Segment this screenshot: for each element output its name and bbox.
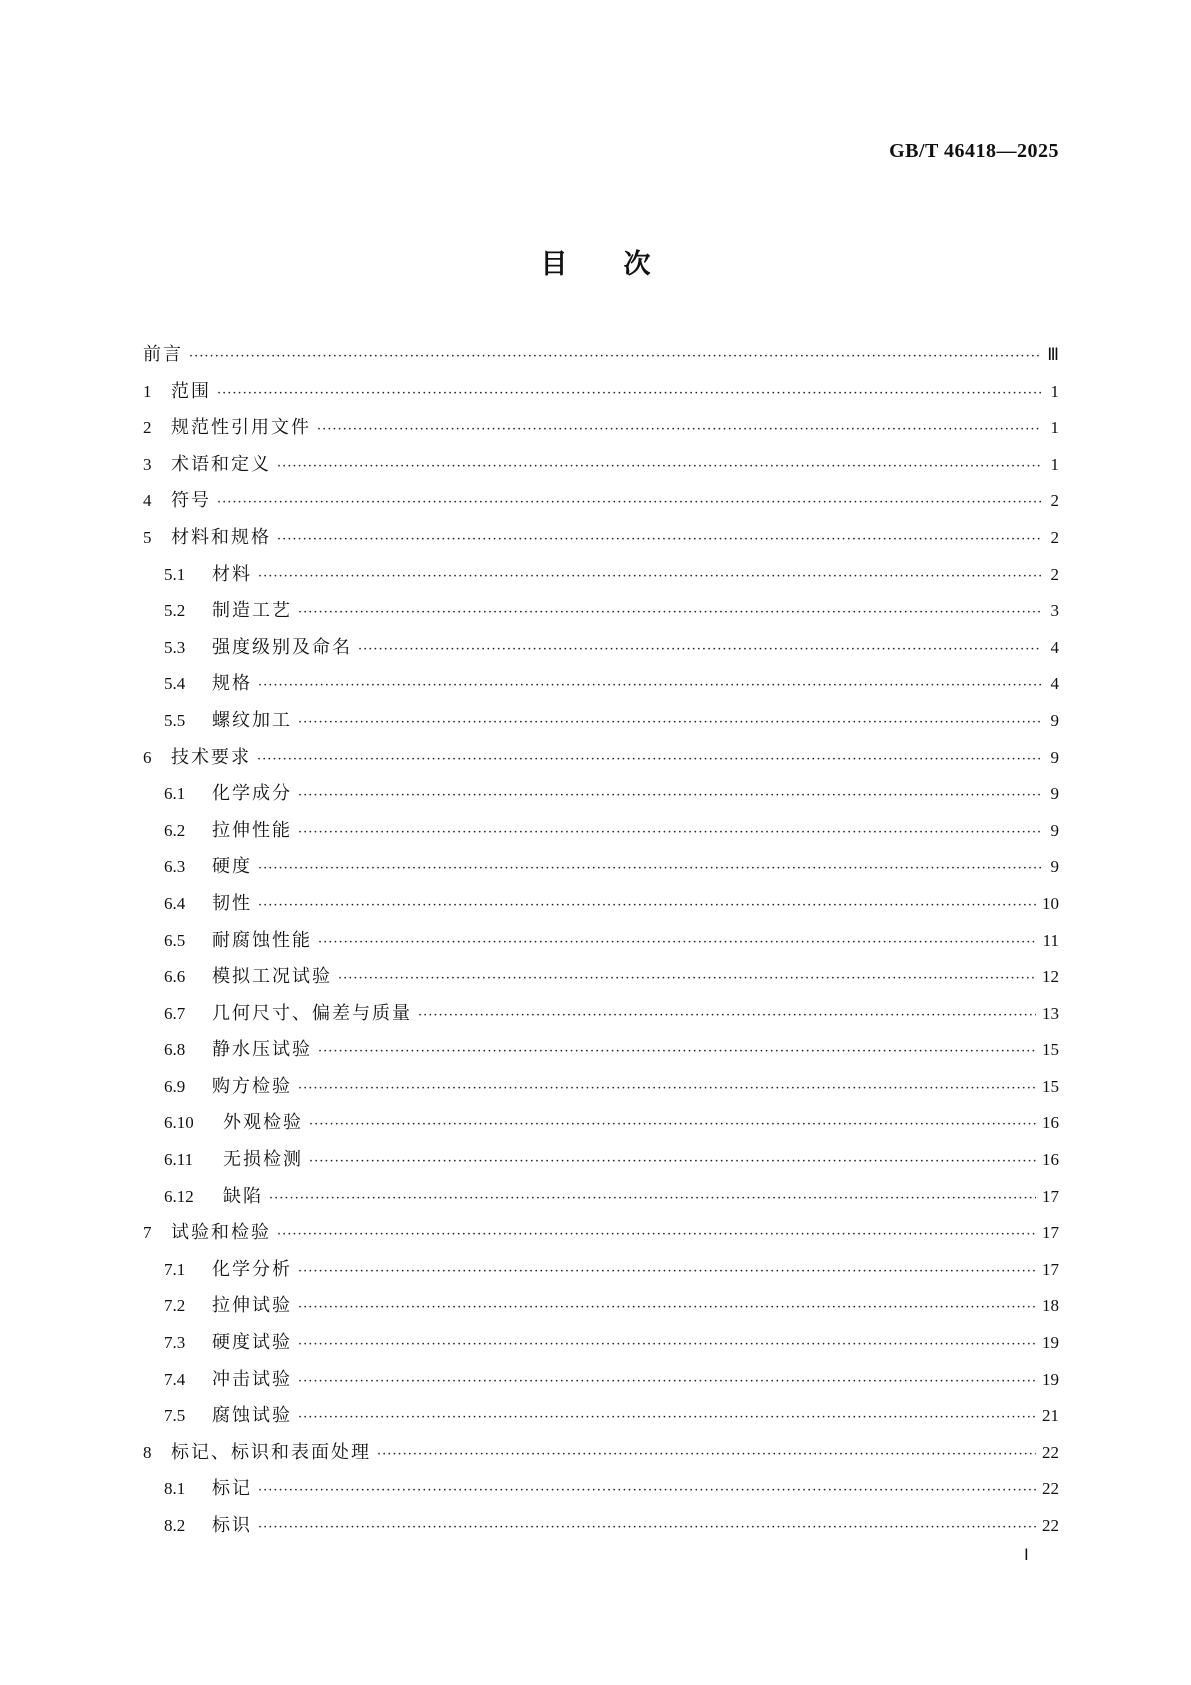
- toc-entry-label: 模拟工况试验: [212, 966, 332, 988]
- toc-entry-number: 7.4: [164, 1369, 186, 1389]
- toc-leader-dots: [298, 1264, 1036, 1279]
- toc-entry-label: 化学成分: [212, 783, 292, 805]
- toc-leader-dots: [298, 605, 1041, 620]
- toc-entry-page: 17: [1042, 1223, 1059, 1243]
- toc-entry[interactable]: [143, 633, 1059, 670]
- toc-entry-label: 技术要求: [171, 746, 251, 768]
- toc-entry-number: 5: [143, 527, 152, 547]
- toc-leader-dots: [258, 678, 1041, 693]
- toc-entry-number: 7.3: [164, 1333, 186, 1353]
- page-folio: Ⅰ: [1024, 1547, 1029, 1564]
- toc-entry-label: 材料: [212, 563, 252, 585]
- toc-leader-dots: [309, 1154, 1036, 1169]
- toc-leader-dots: [298, 715, 1041, 730]
- toc-entry-label: 强度级别及命名: [212, 636, 352, 658]
- toc-entry-label: 螺纹加工: [212, 709, 292, 731]
- toc-entry[interactable]: [143, 1328, 1059, 1365]
- toc-entry-label: 无损检测: [223, 1149, 303, 1171]
- toc-leader-dots: [309, 1117, 1036, 1132]
- toc-leader-dots: [298, 1374, 1036, 1389]
- toc-entry[interactable]: [143, 1255, 1059, 1292]
- toc-leader-dots: [258, 898, 1036, 913]
- toc-entry-number: 5.1: [164, 564, 186, 584]
- toc-entry[interactable]: [143, 450, 1059, 487]
- toc-entry-label: 耐腐蚀性能: [212, 929, 312, 951]
- toc-entry[interactable]: [143, 560, 1059, 597]
- toc-entry-number: 1: [143, 381, 152, 401]
- toc-leader-dots: [189, 349, 1041, 364]
- toc-entry-page: 2: [1050, 491, 1059, 511]
- toc-leader-dots: [257, 752, 1041, 767]
- toc-leader-dots: [269, 1191, 1036, 1206]
- toc-entry-label: 冲击试验: [212, 1368, 292, 1390]
- toc-leader-dots: [298, 1410, 1036, 1425]
- toc-entry-label: 标记、标识和表面处理: [171, 1441, 371, 1463]
- toc-entry[interactable]: [143, 852, 1059, 889]
- toc-entry-label: 拉伸试验: [212, 1295, 292, 1317]
- toc-entry[interactable]: [143, 1182, 1059, 1219]
- toc-entry-page: 4: [1050, 674, 1059, 694]
- toc-leader-dots: [258, 861, 1041, 876]
- toc-entry-page: 15: [1042, 1040, 1059, 1060]
- toc-entry-page: 21: [1042, 1406, 1059, 1426]
- toc-entry-label: 拉伸性能: [212, 819, 292, 841]
- toc-entry-page: 9: [1050, 710, 1059, 730]
- toc-leader-dots: [418, 1008, 1036, 1023]
- toc-entry-number: 7: [143, 1223, 152, 1243]
- toc-leader-dots: [217, 386, 1041, 401]
- toc-entry-label: 范围: [171, 380, 211, 402]
- toc-entry-page: 1: [1050, 418, 1059, 438]
- toc-entry-page: 1: [1050, 381, 1059, 401]
- toc-leader-dots: [258, 1520, 1036, 1535]
- toc-entry-number: 5.3: [164, 637, 186, 657]
- toc-entry-number: 6.9: [164, 1076, 186, 1096]
- toc-entry-page: 13: [1042, 1003, 1059, 1023]
- toc-entry-page: 18: [1042, 1296, 1059, 1316]
- toc-entry-number: 7.1: [164, 1259, 186, 1279]
- toc-entry[interactable]: [143, 1218, 1059, 1255]
- toc-entry-page: 9: [1050, 784, 1059, 804]
- toc-entry-label: 标识: [212, 1515, 252, 1536]
- toc-leader-dots: [298, 1081, 1036, 1096]
- toc-entry[interactable]: [143, 340, 1059, 377]
- toc-leader-dots: [358, 642, 1041, 657]
- toc-entry-page: 11: [1042, 930, 1059, 950]
- toc-entry-page: 1: [1050, 454, 1059, 474]
- toc-leader-dots: [277, 532, 1041, 547]
- toc-entry-page: 16: [1042, 1150, 1059, 1170]
- toc-entry-page: 17: [1042, 1259, 1059, 1279]
- toc-entry-label: 静水压试验: [212, 1039, 312, 1061]
- toc-entry-label: 标记: [212, 1478, 252, 1500]
- toc-entry[interactable]: [143, 926, 1059, 963]
- toc-entry[interactable]: [143, 962, 1059, 999]
- toc-entry-number: 5.5: [164, 710, 186, 730]
- toc-entry-number: 6.6: [164, 967, 186, 987]
- toc-entry-label: 腐蚀试验: [212, 1405, 292, 1427]
- toc-entry-page: 22: [1042, 1516, 1059, 1535]
- toc-entry[interactable]: [143, 999, 1059, 1036]
- toc-entry-number: 6.4: [164, 893, 186, 913]
- toc-entry[interactable]: [143, 706, 1059, 743]
- toc-entry[interactable]: [143, 413, 1059, 450]
- toc-entry-number: 6.8: [164, 1040, 186, 1060]
- toc-entry-number: 6.3: [164, 857, 186, 877]
- toc-entry-label: 制造工艺: [212, 600, 292, 622]
- toc-entry-number: 8.2: [164, 1516, 186, 1535]
- toc-leader-dots: [318, 1044, 1036, 1059]
- toc-entry[interactable]: [143, 779, 1059, 816]
- toc-leader-dots: [277, 1227, 1036, 1242]
- toc-entry-number: 7.2: [164, 1296, 186, 1316]
- toc-entry[interactable]: [143, 816, 1059, 853]
- toc-entry-label: 化学分析: [212, 1258, 292, 1280]
- toc-entry[interactable]: [143, 1365, 1059, 1402]
- toc-entry[interactable]: [143, 486, 1059, 523]
- toc-entry[interactable]: [143, 596, 1059, 633]
- toc-entry-page: 9: [1050, 857, 1059, 877]
- toc-entry-number: 6.11: [164, 1150, 194, 1170]
- toc-entry[interactable]: [143, 1108, 1059, 1145]
- toc-entry-label: 前言: [143, 344, 183, 365]
- toc-entry-page: 22: [1042, 1479, 1059, 1499]
- toc-entry-label: 几何尺寸、偏差与质量: [212, 1002, 412, 1024]
- toc-entry-page: 16: [1042, 1113, 1059, 1133]
- toc-leader-dots: [318, 935, 1037, 950]
- toc-entry[interactable]: [143, 1291, 1059, 1328]
- toc-entry-page: 3: [1050, 601, 1059, 621]
- toc-leader-dots: [258, 569, 1041, 584]
- toc-leader-dots: [338, 971, 1036, 986]
- toc-entry[interactable]: [143, 743, 1059, 780]
- toc-entry-label: 韧性: [212, 892, 252, 914]
- toc-entry-page: 19: [1042, 1333, 1059, 1353]
- toc-entry-page: 9: [1050, 747, 1059, 767]
- toc-leader-dots: [317, 422, 1041, 437]
- toc-entry-label: 硬度: [212, 856, 252, 878]
- toc-entry-page: 17: [1042, 1186, 1059, 1206]
- toc-entry-number: 5.4: [164, 674, 186, 694]
- table-of-contents: [143, 340, 1059, 1548]
- toc-entry-number: 6.7: [164, 1003, 186, 1023]
- toc-entry-page: 9: [1050, 820, 1059, 840]
- toc-leader-dots: [298, 825, 1041, 840]
- toc-entry-number: 7.5: [164, 1406, 186, 1426]
- toc-leader-dots: [217, 495, 1041, 510]
- toc-entry-number: 4: [143, 491, 152, 511]
- toc-entry-number: 8.1: [164, 1479, 186, 1499]
- toc-leader-dots: [277, 459, 1041, 474]
- toc-entry-number: 6.1: [164, 784, 186, 804]
- page-title: 目次: [540, 249, 707, 280]
- toc-entry-label: 外观检验: [223, 1112, 303, 1134]
- toc-entry-page: 10: [1042, 893, 1059, 913]
- toc-entry-label: 购方检验: [212, 1075, 292, 1097]
- toc-leader-dots: [298, 788, 1041, 803]
- toc-entry-label: 试验和检验: [171, 1222, 271, 1244]
- toc-entry-number: 8: [143, 1442, 152, 1462]
- toc-entry-label: 硬度试验: [212, 1332, 292, 1354]
- toc-entry-number: 6: [143, 747, 152, 767]
- toc-entry-page: 12: [1042, 967, 1059, 987]
- toc-entry[interactable]: [143, 1145, 1059, 1182]
- toc-entry[interactable]: [143, 1474, 1059, 1511]
- toc-entry[interactable]: [143, 1438, 1059, 1475]
- toc-entry-page: Ⅲ: [1047, 345, 1059, 364]
- toc-entry-label: 规格: [212, 673, 252, 695]
- toc-entry[interactable]: [143, 1072, 1059, 1109]
- toc-entry-number: 5.2: [164, 601, 186, 621]
- toc-leader-dots: [258, 1483, 1036, 1498]
- toc-entry[interactable]: [143, 377, 1059, 414]
- toc-entry-page: 19: [1042, 1369, 1059, 1389]
- toc-entry-page: 15: [1042, 1076, 1059, 1096]
- toc-entry[interactable]: [143, 523, 1059, 560]
- toc-entry-number: 3: [143, 454, 152, 474]
- toc-entry[interactable]: [143, 1511, 1059, 1548]
- toc-leader-dots: [298, 1300, 1036, 1315]
- toc-entry-page: 4: [1050, 637, 1059, 657]
- toc-entry[interactable]: [143, 889, 1059, 926]
- toc-entry[interactable]: [143, 1035, 1059, 1072]
- toc-entry-number: 6.2: [164, 820, 186, 840]
- toc-entry-number: 6.10: [164, 1113, 194, 1133]
- toc-entry-page: 2: [1050, 527, 1059, 547]
- toc-entry-label: 规范性引用文件: [171, 417, 311, 439]
- toc-entry-label: 术语和定义: [171, 453, 271, 475]
- toc-entry-label: 符号: [171, 490, 211, 512]
- toc-leader-dots: [377, 1447, 1036, 1462]
- toc-entry[interactable]: [143, 1401, 1059, 1438]
- toc-entry[interactable]: [143, 669, 1059, 706]
- standard-number: GB/T 46418—2025: [889, 140, 1059, 162]
- toc-entry-number: 6.5: [164, 930, 186, 950]
- toc-entry-page: 2: [1050, 564, 1059, 584]
- toc-leader-dots: [298, 1337, 1036, 1352]
- toc-entry-label: 缺陷: [223, 1185, 263, 1207]
- toc-entry-number: 2: [143, 418, 152, 438]
- toc-entry-page: 22: [1042, 1442, 1059, 1462]
- toc-entry-label: 材料和规格: [171, 526, 271, 548]
- toc-entry-number: 6.12: [164, 1186, 194, 1206]
